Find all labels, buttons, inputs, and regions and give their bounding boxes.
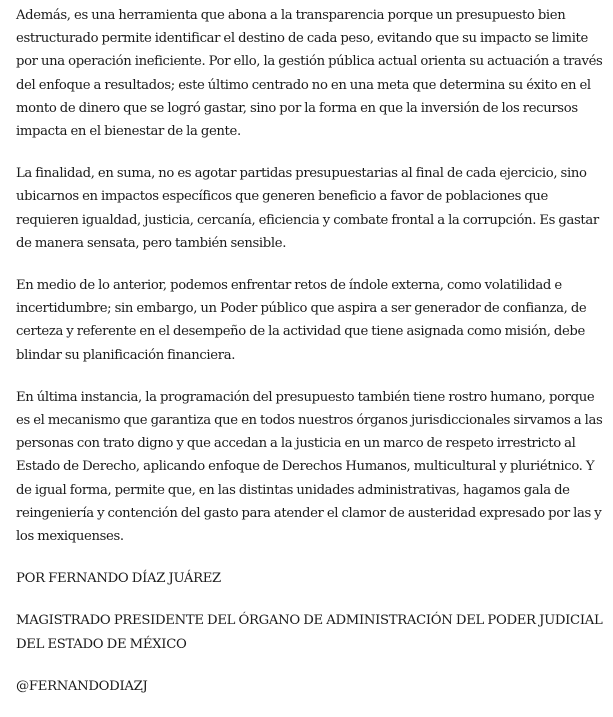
paragraph-human-face: En última instancia, la programación del presupuesto también tiene rostro humano, porque es el mecanismo que garantiza que en todos nuestros órganos jurisdiccionales sirvamos a las personas con trato digno y que accedan a la justicia en un marco de respeto irrestricto al Estado de Derecho, aplicando enfoque de Derechos Humanos, multicultural y pluriétnico. Y de igual forma, permite que, en las distintas unidades administrativas, hagamos gala de reingeniería y contención del gasto para atender el clamor de austeridad expresado por las y los mexiquenses.: [16, 389, 603, 545]
author-byline: POR FERNANDO DÍAZ JUÁREZ: [16, 571, 221, 587]
paragraph-purpose: La finalidad, en suma, no es agotar partidas presupuestarias al final de cada ejercicio, sino ubicarnos en impactos específicos que generen beneficio a favor de poblaciones que requieren igualdad, justicia, cercanía, eficiencia y combate frontal a la corrupción. Es gastar de manera sensata, pero también sensible.: [16, 166, 599, 251]
author-social-handle[interactable]: @FERNANDODIAZJ: [16, 678, 148, 694]
author-title: MAGISTRADO PRESIDENTE DEL ÓRGANO DE ADMINISTRACIÓN DEL PODER JUDICIAL DEL ESTADO DE MÉXICO: [16, 613, 603, 652]
paragraph-transparency: Además, es una herramienta que abona a la transparencia porque un presupuesto bien estructurado permite identificar el destino de cada peso, evitando que su impacto se limite por una operación ineficiente. Por ello, la gestión pública actual orienta su actuación a través del enfoque a resultados; este último centrado no en una meta que determina su éxito en el monto de dinero que se logró gastar, sino por la forma en que la inversión de los recursos impacta en el bienestar de la gente.: [16, 8, 603, 140]
paragraph-challenges: En medio de lo anterior, podemos enfrentar retos de índole externa, como volatilidad e incertidumbre; sin embargo, un Poder público que aspira a ser generador de confianza, de certeza y referente en el desempeño de la actividad que tiene asignada como misión, debe blindar su planificación financiera.: [16, 278, 587, 363]
article-body: [16, 4, 606, 717]
